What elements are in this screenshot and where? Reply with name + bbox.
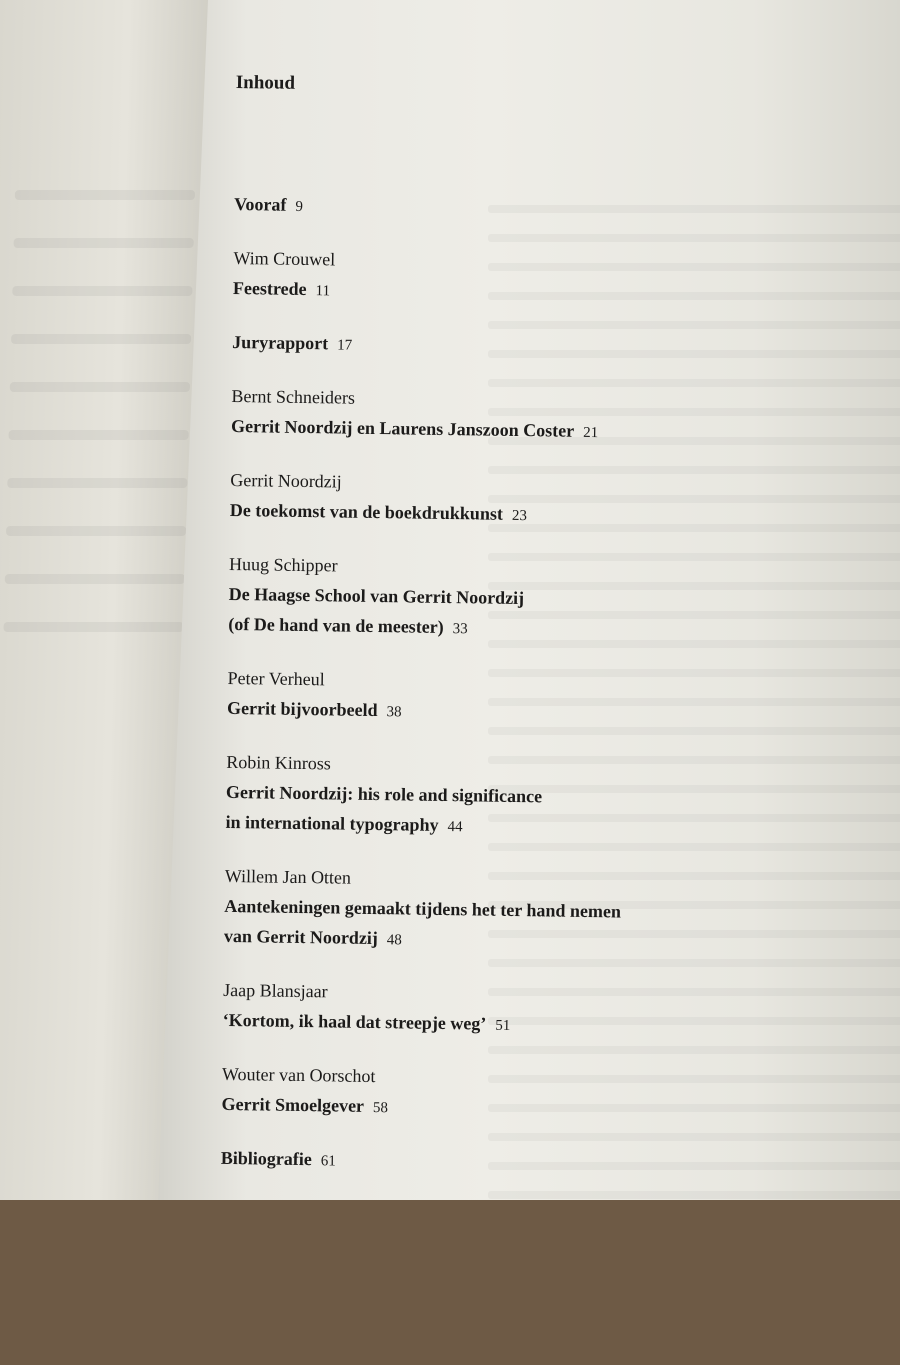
toc-entry [234, 189, 884, 230]
toc-entry [228, 549, 879, 650]
toc-entry-author: Wim Crouwel [233, 247, 336, 270]
toc-entry-page-number: 51 [495, 1017, 511, 1034]
toc-entry-title: ‘Kortom, ik haal dat streepje weg’ 51 [222, 1009, 511, 1034]
toc-entry-page-number: 9 [295, 198, 304, 215]
toc-entry [230, 465, 881, 536]
toc-entry-author: Jaap Blansjaar [223, 979, 328, 1002]
toc-entry [221, 1059, 872, 1130]
toc-entry-author: Robin Kinross [226, 751, 332, 774]
toc-entry-title: in international typography 44 [225, 811, 463, 836]
toc-entry-page-number: 44 [447, 819, 463, 836]
toc-entry-page-number: 38 [386, 704, 402, 721]
toc-entry-page-number: 48 [386, 932, 402, 949]
toc-entry [225, 747, 876, 848]
left-page-bleed-through [2, 190, 195, 670]
toc-entry-page-number: 21 [583, 424, 599, 442]
toc-entry [233, 243, 884, 314]
toc-entry-title: Gerrit bijvoorbeeld 38 [226, 697, 402, 721]
toc-entry [224, 861, 875, 962]
toc-list [221, 189, 885, 1184]
toc-entry-title: De toekomst van de boekdrukkunst 23 [229, 499, 528, 525]
toc-entry-author: Peter Verheul [227, 667, 325, 690]
toc-entry-title: Gerrit Noordzij en Laurens Janszoon Coster 21 [230, 415, 599, 442]
toc-entry-title: Vooraf 9 [234, 193, 304, 215]
toc-entry-title: Gerrit Smoelgever 58 [221, 1093, 389, 1117]
toc-entry-title: Feestrede 11 [232, 277, 331, 300]
table-of-contents [220, 72, 886, 1206]
toc-entry-page-number: 23 [511, 507, 528, 525]
toc-entry-page-number: 61 [320, 1153, 336, 1170]
toc-entry-author: Gerrit Noordzij [230, 469, 342, 492]
toc-entry [231, 381, 882, 452]
toc-entry-author: Bernt Schneiders [231, 385, 356, 408]
toc-entry [221, 1143, 871, 1184]
toc-entry-title: Juryrapport 17 [232, 331, 353, 354]
toc-entry-author: Wouter van Oorschot [221, 1063, 376, 1087]
toc-entry-author: Willem Jan Otten [224, 865, 352, 888]
toc-entry-title: van Gerrit Noordzij 48 [223, 925, 402, 949]
toc-entry-title: Bibliografie 61 [220, 1147, 336, 1170]
toc-entry-page-number: 33 [452, 621, 468, 638]
toc-entry-title: De Haagse School van Gerrit Noordzij [228, 583, 525, 609]
toc-heading: Inhoud [235, 72, 296, 94]
toc-entry-page-number: 11 [315, 283, 331, 300]
toc-entry-title: (of De hand van de meester) 33 [228, 613, 468, 638]
toc-entry-page-number: 17 [337, 337, 353, 354]
toc-entry-title: Gerrit Noordzij: his role and significance [225, 781, 543, 807]
toc-entry [232, 327, 882, 368]
toc-entry-page-number: 58 [372, 1100, 389, 1117]
toc-entry [227, 663, 878, 734]
toc-entry [223, 975, 874, 1046]
toc-entry-title: Aantekeningen gemaakt tijdens het ter hand nemen [224, 895, 622, 922]
toc-entry-author: Huug Schipper [228, 553, 338, 576]
